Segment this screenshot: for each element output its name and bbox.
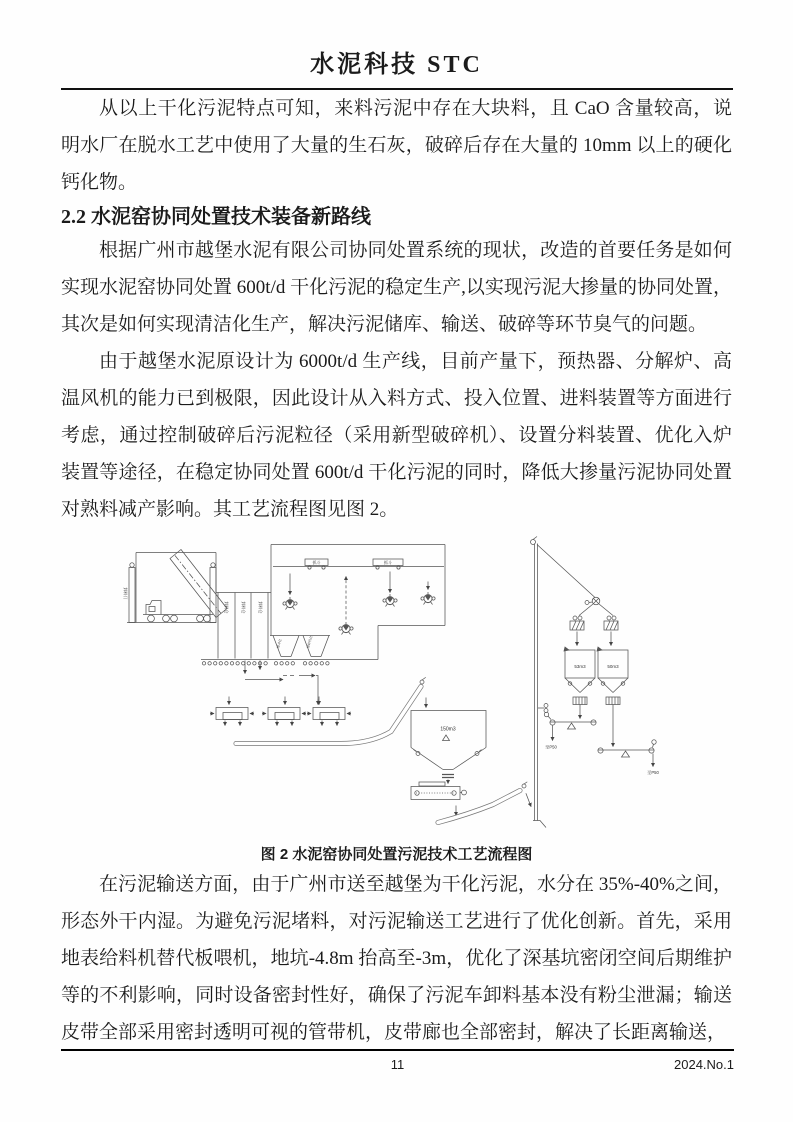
issue-label: 2024.No.1 [674, 1057, 734, 1072]
door-label: 卸料门 [123, 587, 128, 600]
dump-truck-icon [143, 550, 227, 622]
bin-right-label: 50m3 [607, 664, 619, 669]
surge-hopper-label: 150m3 [440, 726, 456, 733]
unloading-building [127, 553, 216, 623]
dest-right-label: 至P50 [647, 770, 659, 775]
bin-left-label: 53m3 [574, 664, 586, 669]
figure-caption: 图 2 水泥窑协同处置污泥技术工艺流程图 [260, 846, 533, 863]
article-body [61, 90, 732, 1051]
trolley-label-1: 抓斗 [312, 560, 321, 565]
paragraph-2: 根据广州市越堡水泥有限公司协同处置系统的现状，改造的首要任务是如何实现水泥窑协同处置 600t/d 干化污泥的稳定生产,以实现污泥大掺量的协同处置，其次是如何实现清洁化生产，解决污泥储库、输送、破碎等环节臭气的问题。 [61, 240, 732, 335]
distribution-splitter [537, 545, 618, 646]
paragraph-3: 由于越堡水泥原设计为 6000t/d 生产线，目前产量下，预热器、分解炉、高温风机的能力已到极限，因此设计从入料方式、投入位置、进料装置等方面进行考虑，通过控制破碎后污泥粒径（采用新型破碎机）、设置分料装置、优化入炉装置等途径，在稳定协同处置 600t/d 干化污泥的同时，降低大掺量污泥协同处置对熟料减产影响。其工艺流程图见图 2。 [61, 351, 732, 520]
page-number: 11 [390, 1057, 405, 1072]
unload-silo-label-2: 卸料仓 [241, 601, 246, 614]
elevator-column [531, 537, 549, 828]
discharge-chutes [245, 661, 318, 705]
journal-title: 水泥科技 STC [310, 52, 483, 78]
trolley-label-2: 抓斗 [384, 560, 392, 565]
paragraph-4: 在污泥输送方面，由于广州市送至越堡为干化污泥，水分在 35%-40%之间，形态外干内湿。为避免污泥堵料，对污泥输送工艺进行了优化创新。首先，采用地表给料机替代板喂机，地坑-4.8m 抬高至-3m，优化了深基坑密闭空间后期维护等的不利影响，同时设备密封性好，确保了污泥车卸料基本没有粉尘泄漏；输送皮带全部采用密封透明可视的管带机，皮带廊也全部密封，解决了长距离输送， [61, 874, 732, 1043]
crushers [210, 697, 351, 726]
process-flow-figure [61, 528, 732, 844]
dosing-belts [544, 712, 656, 766]
unload-silo-label-1: 卸料仓 [224, 601, 229, 614]
crusher-hopper-label: 破碎机仓 [306, 635, 314, 649]
grab-cranes [283, 572, 435, 635]
page-header [0, 0, 793, 79]
paragraph-1: 从以上干化污泥特点可知，来料污泥中存在大块料，且 CaO 含量较高，说明水厂在脱水工艺中使用了大量的生石灰，破碎后存在大量的 10mm 以上的硬化钙化物。 [61, 98, 732, 193]
dest-left-label: 至P50 [545, 744, 557, 750]
pipe-conveyor-1 [236, 678, 426, 744]
page-footer [61, 1049, 734, 1072]
process-flow-diagram [113, 528, 708, 844]
weigh-bins [564, 647, 628, 747]
reclaim-conveyor [201, 660, 378, 666]
pipe-conveyor-2 [438, 782, 531, 823]
unload-silo-label-3: 卸料仓 [258, 601, 263, 614]
section-heading-2-2: 2.2 水泥窑协同处置技术装备新路线 [61, 206, 371, 228]
surge-hopper-150m3 [411, 698, 486, 816]
sludge-storage-hall [271, 545, 445, 660]
buffer-hopper-label: 缓冲仓 [276, 638, 283, 649]
